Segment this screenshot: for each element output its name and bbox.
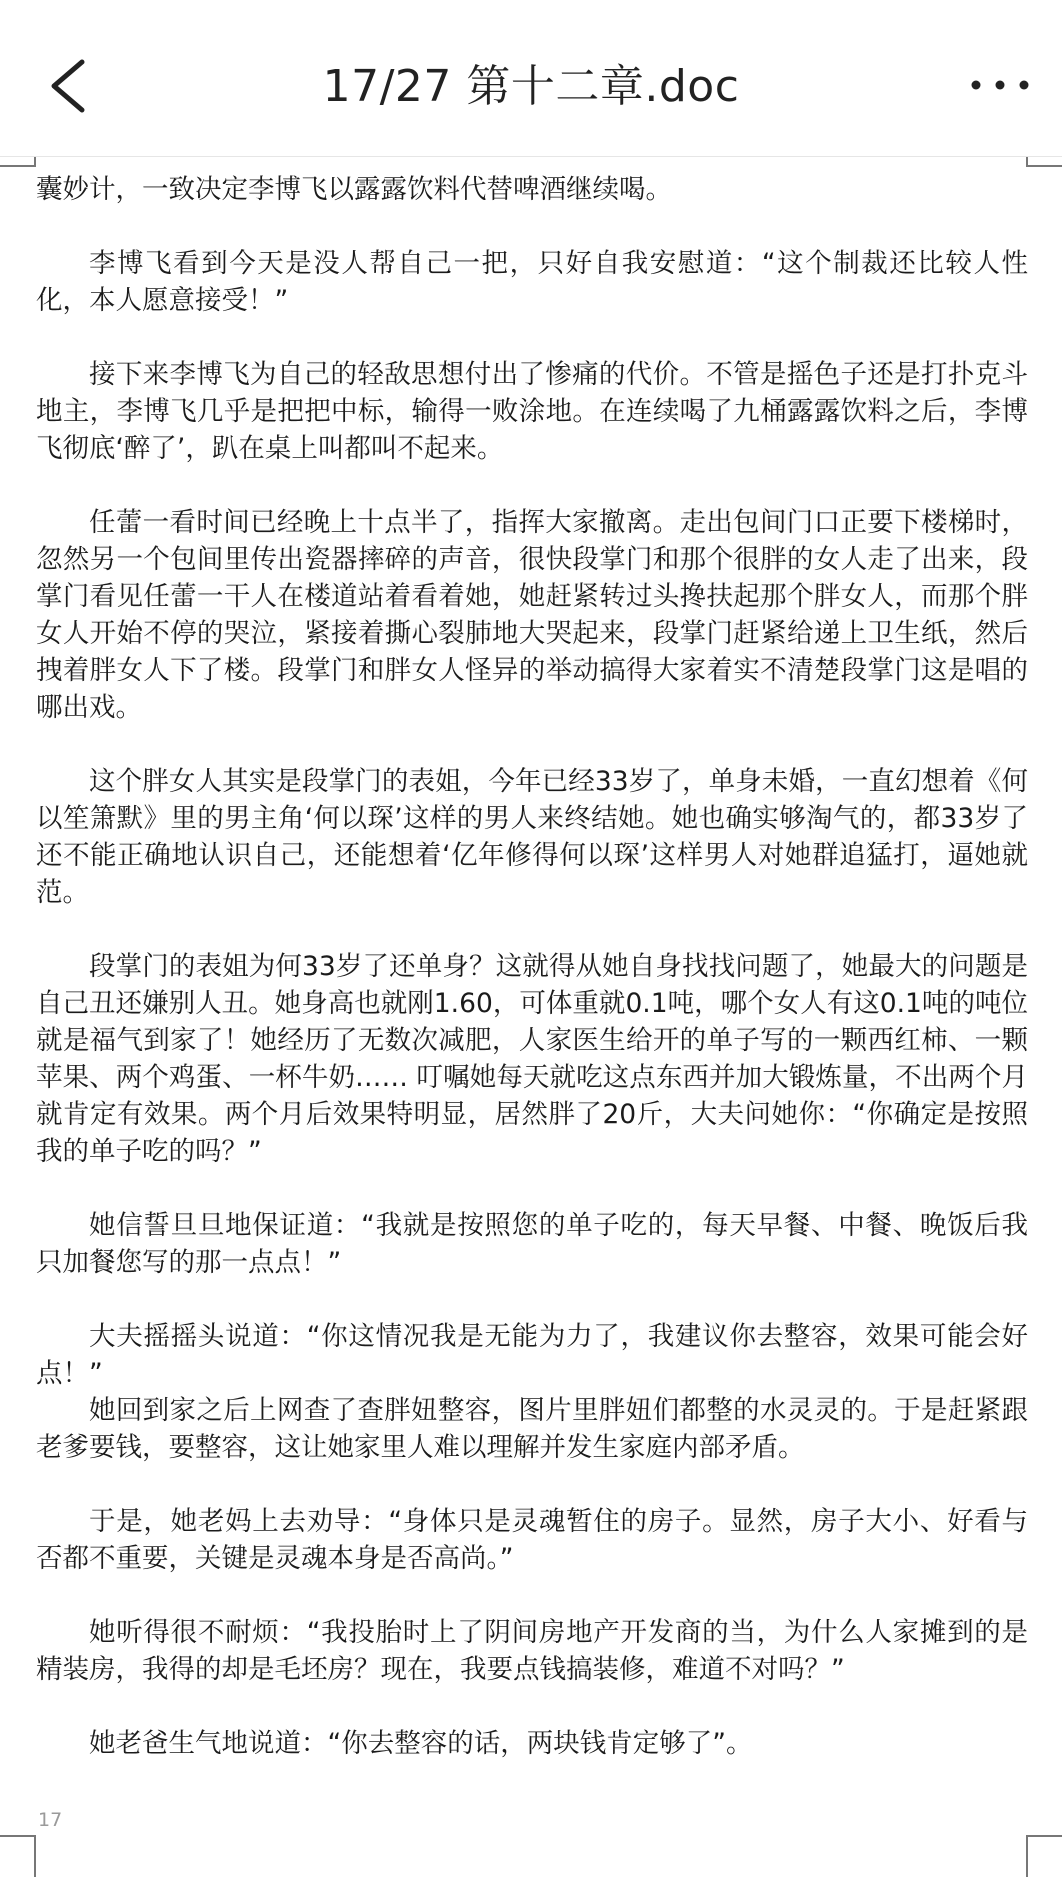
paragraph: 这个胖女人其实是段掌门的表姐，今年已经33岁了，单身未婚，一直幻想着《何以笙箫默》里的男主角‘何以琛’这样的男人来终结她。她也确实够淘气的，都33岁了还不能正确地认识自己，还能想着‘亿年修得何以琛’这样男人对她群追猛打，逼她就范。 <box>36 766 1028 908</box>
paragraph: 段掌门的表姐为何33岁了还单身？这就得从她自身找找问题了，她最大的问题是自己丑还嫌别人丑。她身高也就刚1.60，可体重就0.1吨，哪个女人有这0.1吨的吨位就是福气到家了！她经历了无数次减肥，人家医生给开的单子写的一颗西红柿、一颗苹果、两个鸡蛋、一杯牛奶…… 叮嘱她每天就吃这点东西并加大锻炼量，不出两个月就肯定有效果。两个月后效果特明显，居然胖了20斤，大夫问她你：“你确定是按照我的单子吃的吗？” <box>36 951 1028 1167</box>
paragraph: 于是，她老妈上去劝导：“身体只是灵魂暂住的房子。显然，房子大小、好看与否都不重要，关键是灵魂本身是否高尚。” <box>36 1506 1028 1574</box>
paragraph: 接下来李博飞为自己的轻敌思想付出了惨痛的代价。不管是摇色子还是打扑克斗地主，李博飞几乎是把把中标，输得一败涂地。在连续喝了九桶露露饮料之后，李博飞彻底‘醉了’，趴在桌上叫都叫不起来。 <box>36 359 1028 464</box>
crop-mark-bottom-right <box>1026 1835 1062 1877</box>
crop-mark-top-right <box>1026 157 1062 167</box>
back-button[interactable] <box>40 48 100 124</box>
paragraph: 囊妙计，一致决定李博飞以露露饮料代替啤酒继续喝。 <box>36 174 672 205</box>
crop-mark-top-left <box>0 157 36 167</box>
paragraph: 她回到家之后上网查了查胖妞整容，图片里胖妞们都整的水灵灵的。于是赶紧跟老爹要钱，要整容，这让她家里人难以理解并发生家庭内部矛盾。 <box>36 1395 1028 1463</box>
more-options-button[interactable] <box>962 60 1042 110</box>
more-horizontal-icon <box>962 60 1042 110</box>
top-navigation-bar <box>0 0 1062 157</box>
paragraph: 她信誓旦旦地保证道：“我就是按照您的单子吃的，每天早餐、中餐、晚饭后我只加餐您写的那一点点！” <box>36 1210 1028 1278</box>
paragraph: 她听得很不耐烦：“我投胎时上了阴间房地产开发商的当，为什么人家摊到的是精装房，我得的却是毛坯房？现在，我要点钱搞装修，难道不对吗？” <box>36 1617 1028 1685</box>
paragraph: 任蕾一看时间已经晚上十点半了，指挥大家撤离。走出包间门口正要下楼梯时，忽然另一个包间里传出瓷器摔碎的声音，很快段掌门和那个很胖的女人走了出来，段掌门看见任蕾一干人在楼道站着看着她，她赶紧转过头搀扶起那个胖女人，而那个胖女人开始不停的哭泣，紧接着撕心裂肺地大哭起来，段掌门赶紧给递上卫生纸，然后拽着胖女人下了楼。段掌门和胖女人怪异的举动搞得大家着实不清楚段掌门这是唱的哪出戏。 <box>36 507 1028 723</box>
document-body <box>36 171 1028 1799</box>
document-page[interactable] <box>0 157 1062 1875</box>
crop-mark-bottom-left <box>0 1835 36 1877</box>
page-number: 17 <box>38 1809 63 1831</box>
document-title: 17/27 第十二章.doc <box>322 61 740 112</box>
chevron-left-icon <box>40 48 100 124</box>
paragraph: 大夫摇摇头说道：“你这情况我是无能为力了，我建议你去整容，效果可能会好点！” <box>36 1321 1028 1389</box>
paragraph: 李博飞看到今天是没人帮自己一把，只好自我安慰道：“这个制裁还比较人性化，本人愿意接受！” <box>36 248 1028 316</box>
paragraph: 她老爸生气地说道：“你去整容的话，两块钱肯定够了”。 <box>89 1728 753 1759</box>
